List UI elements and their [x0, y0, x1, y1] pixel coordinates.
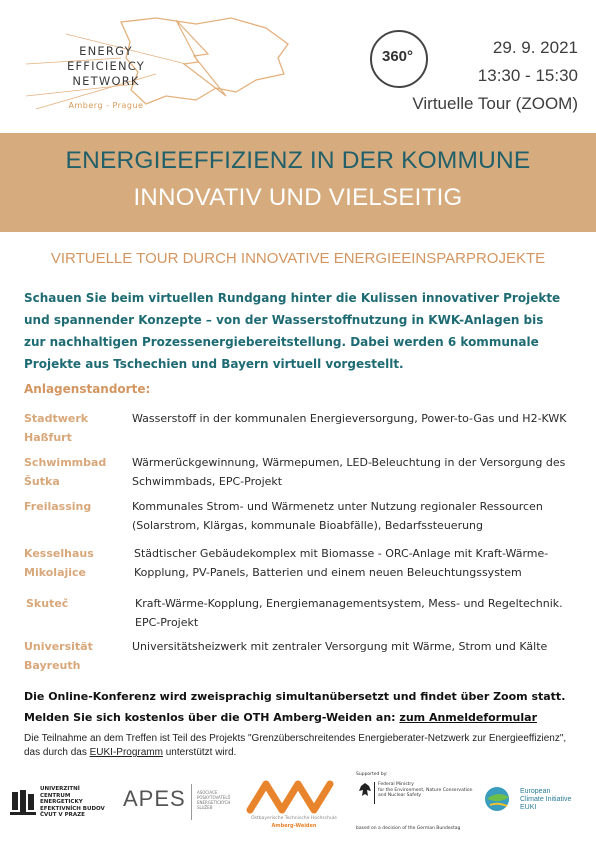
eagle-icon: [358, 782, 372, 798]
project-note: [24, 732, 579, 760]
apes-sub-line: POSKYTOVATELŮ: [197, 795, 231, 800]
site-item: [24, 544, 579, 582]
apes-sub-line: ASOCIACE: [197, 790, 218, 795]
energy-efficiency-network-logo: [26, 14, 326, 114]
bmu-supported: Supported by:: [356, 772, 388, 777]
euki-globe-icon: [482, 784, 516, 814]
logo-subtitle: Amberg - Prague: [68, 101, 144, 110]
registration-note: [24, 711, 537, 724]
site-description: Wasserstoff in der kommunalen Energieversorgung, Power-to-Gas und H2-KWK: [132, 412, 567, 425]
euki-line: EUKI: [520, 804, 537, 811]
section-heading: VIRTUELLE TOUR DURCH INNOVATIVE ENERGIEEINSPARPROJEKTE: [50, 250, 546, 267]
cvut-line: ČVUT V PRAZE: [40, 812, 85, 818]
oth-logo: [244, 778, 344, 836]
site-item: [24, 453, 579, 491]
event-date: 29. 9. 2021: [492, 38, 578, 57]
euki-line: European: [520, 788, 551, 795]
bmu-footnote: based on a decision of the German Bundestag: [356, 826, 461, 831]
event-info: [412, 34, 578, 118]
site-item: [24, 637, 579, 675]
sites-heading: Anlagenstandorte:: [24, 382, 151, 396]
cvut-line: EFEKTIVNÍCH BUDOV: [40, 805, 105, 812]
site-item: [24, 497, 579, 535]
bmu-flag-bar: [374, 782, 375, 804]
registration-text: Melden Sie sich kostenlos über die OTH Amberg-Weiden an:: [24, 711, 400, 724]
apes-sub-line: ENERGETICKÝCH: [197, 800, 231, 805]
site-name: Kesselhaus Mikolajice: [24, 547, 94, 579]
cvut-line: ENERGETICKY: [40, 799, 83, 805]
site-description: Städtischer Gebäudekomplex mit Biomasse - ORC-Anlage mit Kraft-Wärme-Kopplung, PV-Panels, Batterien und einem neuen Beleuchtungssystem: [134, 547, 549, 579]
oth-subtitle: Ostbayerische Technische Hochschule: [251, 816, 337, 821]
apes-logo: [123, 784, 233, 829]
site-description: Universitätsheizwerk mit zentraler Versorgung mit Wärme, Strom und Kälte: [132, 640, 548, 653]
site-description: Kommunales Strom- und Wärmenetz unter Nutzung regionaler Ressourcen (Solarstrom, Klärgas, kommunale Bioabfälle), Bedarfssteuerung: [132, 500, 543, 532]
apes-subtitle: [197, 790, 230, 810]
conference-note: Die Online-Konferenz wird zweisprachig simultanübersetzt und findet über Zoom statt.: [24, 690, 566, 703]
cvut-emblem-icon: [10, 788, 36, 816]
page-subtitle: INNOVATIV UND VIELSEITIG: [133, 184, 463, 211]
logo-wordmark: [56, 44, 156, 89]
euki-program-link[interactable]: EUKI-Programm: [89, 747, 163, 758]
cvut-logo: [10, 786, 110, 826]
event-time: 13:30 - 15:30: [477, 66, 578, 85]
euki-wordmark: [520, 788, 571, 812]
logo-line: NETWORK: [72, 74, 140, 88]
logo-line: EFFICIENCY: [66, 59, 146, 73]
site-description: Wärmerückgewinnung, Wärmepumen, LED-Beleuchtung in der Versorgung des Schwimmbads, EPC-Projekt: [132, 456, 566, 488]
cvut-wordmark: [40, 786, 105, 819]
euki-line: Climate Initiative: [520, 796, 572, 803]
apes-wordmark: APES: [123, 786, 186, 811]
logo-line: ENERGY: [79, 44, 133, 58]
registration-link[interactable]: zum Anmeldeformular: [399, 711, 537, 724]
oth-emblem-icon: [244, 778, 344, 814]
bmu-line: for the Environment, Nature Conservation: [378, 787, 473, 793]
site-name: Skuteč: [26, 597, 69, 610]
site-name: Schwimmbad Šutka: [24, 456, 107, 488]
project-note-text: Die Teilnahme an dem Treffen ist Teil des Projekts "Grenzüberschreitendes Energieberater-Netzwerk zur Energieeffizienz", das durch das: [24, 733, 567, 758]
site-name: Stadtwerk Haßfurt: [24, 412, 89, 444]
title-banner: [0, 133, 596, 232]
site-item: [24, 594, 579, 632]
apes-divider: [191, 784, 192, 820]
cvut-line: CENTRUM: [40, 792, 71, 799]
page-title: ENERGIEEFFIZIENZ IN DER KOMMUNE: [65, 147, 531, 174]
intro-paragraph: Schauen Sie beim virtuellen Rundgang hinter die Kulissen innovativer Projekte und spannender Konzepte – von der Wasserstoffnutzung in KWK-Anlagen bis zur nachhaltigen Prozessenergiebereitstellung. Dabei werden 6 kommunale Projekte aus Tschechien und Bayern virtuell vorgestellt.: [24, 291, 561, 371]
badge-label: 360°: [382, 48, 414, 65]
site-description: Kraft-Wärme-Kopplung, Energiemanagementsystem, Mess- und Regeltechnik. EPC-Projekt: [135, 597, 563, 629]
cvut-line: UNIVERZITNÍ: [40, 786, 80, 792]
bmu-logo: [356, 772, 474, 834]
bmu-line: and Nuclear Safety: [378, 793, 422, 798]
event-format: Virtuelle Tour (ZOOM): [412, 94, 578, 113]
bmu-line: Federal Ministry: [378, 782, 414, 787]
apes-sub-line: SLUŽEB: [197, 805, 213, 810]
bmu-wordmark: [378, 782, 472, 799]
euki-logo: [482, 782, 590, 822]
site-item: [24, 409, 579, 447]
sponsor-logos: [0, 766, 596, 836]
oth-location: Amberg-Weiden: [271, 823, 317, 829]
site-name: Freilassing: [24, 500, 92, 513]
site-name: Universität Bayreuth: [24, 640, 93, 672]
project-note-suffix: unterstützt wird.: [162, 747, 237, 758]
